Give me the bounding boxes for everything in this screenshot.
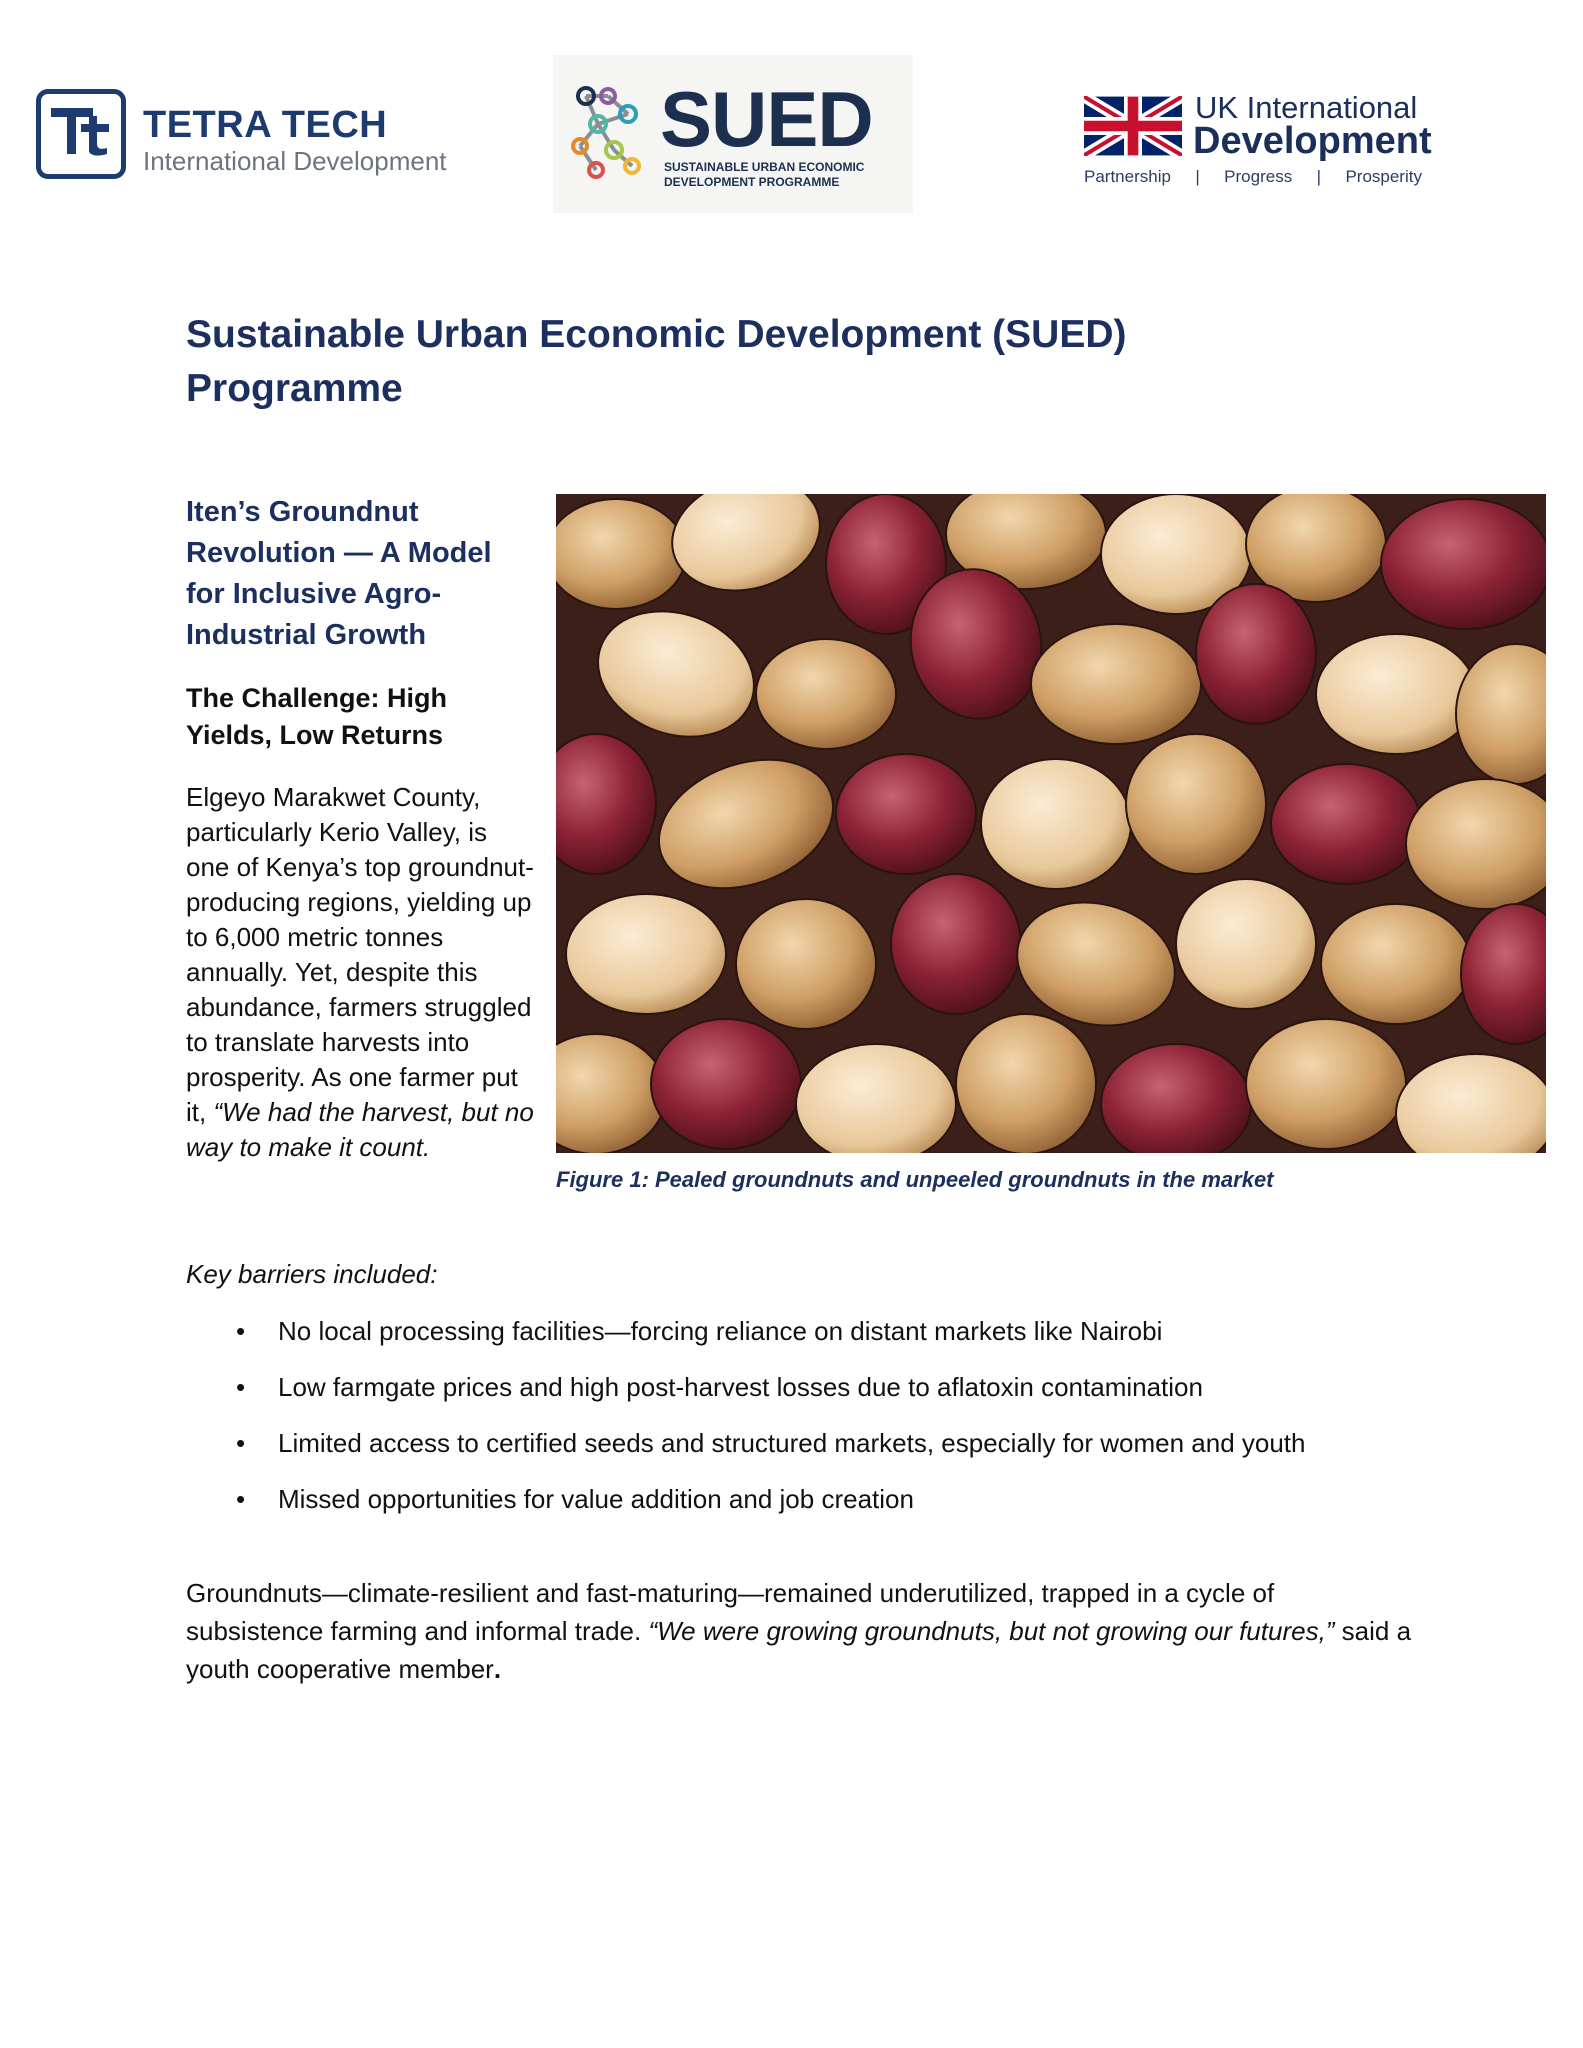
list-item: [186, 1315, 1438, 1348]
tetra-tech-logo-mark: [36, 89, 126, 179]
barrier-text: Missed opportunities for value addition and job creation: [278, 1484, 914, 1514]
barrier-text: No local processing facilities—forcing reliance on distant markets like Nairobi: [278, 1316, 1163, 1346]
tetra-tech-name: TETRA TECH: [143, 104, 388, 146]
youth-quote: “We were growing groundnuts, but not growing our futures,”: [648, 1616, 1335, 1646]
uk-tagline-divider: |: [1316, 167, 1322, 186]
uk-tagline-progress: Progress: [1224, 167, 1293, 186]
bullet-icon: •: [236, 1484, 246, 1514]
groundnuts-illustration: [556, 494, 1546, 1153]
bullet-icon: •: [236, 1372, 246, 1402]
challenge-heading: The Challenge: High Yields, Low Returns: [186, 683, 448, 750]
farmer-quote: “We had the harvest, but no way to make it count.: [186, 1097, 534, 1162]
quote-attribution: said a youth cooperative member: [186, 1616, 1412, 1684]
sued-network-icon: [568, 84, 650, 184]
bullet-icon: •: [236, 1316, 246, 1346]
sued-wordmark: SUED: [660, 75, 873, 163]
groundnuts-photo: [556, 494, 1546, 1153]
intro-text: Elgeyo Marakwet County, particularly Kerio Valley, is one of Kenya’s top groundnut-producing regions, yielding up to 6,000 metric tonnes annually. Yet, despite this abundance, farmers struggled to translate harvests into prosperity. As one farmer put it,: [186, 782, 534, 1127]
tetra-tech-subtitle: International Development: [143, 146, 447, 176]
barrier-text: Low farmgate prices and high post-harvest losses due to aflatoxin contamination: [278, 1372, 1203, 1402]
figure-caption: Figure 1: Pealed groundnuts and unpeeled groundnuts in the market: [556, 1167, 1274, 1192]
sued-tagline: [664, 160, 894, 190]
union-jack-flag-icon: [1084, 96, 1182, 156]
uk-tagline-divider: |: [1195, 167, 1200, 186]
sued-tagline-line1: SUSTAINABLE URBAN ECONOMIC: [664, 160, 865, 174]
closing-text: Groundnuts—climate-resilient and fast-maturing—remained underutilized, trapped in a cycle of subsistence farming and informal trade.: [186, 1578, 1275, 1646]
barrier-text: Limited access to certified seeds and structured markets, especially for women and youth: [278, 1428, 1306, 1458]
key-barriers-heading: Key barriers included:: [186, 1259, 438, 1289]
list-item: [186, 1371, 1438, 1404]
sued-tagline-line2: DEVELOPMENT PROGRAMME: [664, 175, 840, 189]
tetra-tech-tt-icon: [41, 94, 121, 174]
uk-tagline-partnership: Partnership: [1084, 167, 1171, 186]
uk-tagline-prosperity: Prosperity: [1345, 167, 1422, 186]
closing-paragraph: [186, 1574, 1416, 1688]
story-subheading: Iten’s Groundnut Revolution — A Model for Inclusive Agro-Industrial Growth: [186, 496, 492, 651]
uk-tagline: [1084, 167, 1422, 187]
barrier-list: [186, 1315, 1386, 1539]
bullet-icon: •: [236, 1428, 246, 1458]
document-title: Sustainable Urban Economic Development (SUED) Programme: [186, 313, 1127, 410]
uk-international-text: UK International: [1195, 90, 1418, 125]
closing-period: .: [493, 1654, 502, 1684]
intro-paragraph: [186, 780, 536, 1165]
uk-development-text: Development: [1193, 120, 1432, 162]
list-item: [186, 1427, 1438, 1460]
list-item: [186, 1483, 1438, 1516]
